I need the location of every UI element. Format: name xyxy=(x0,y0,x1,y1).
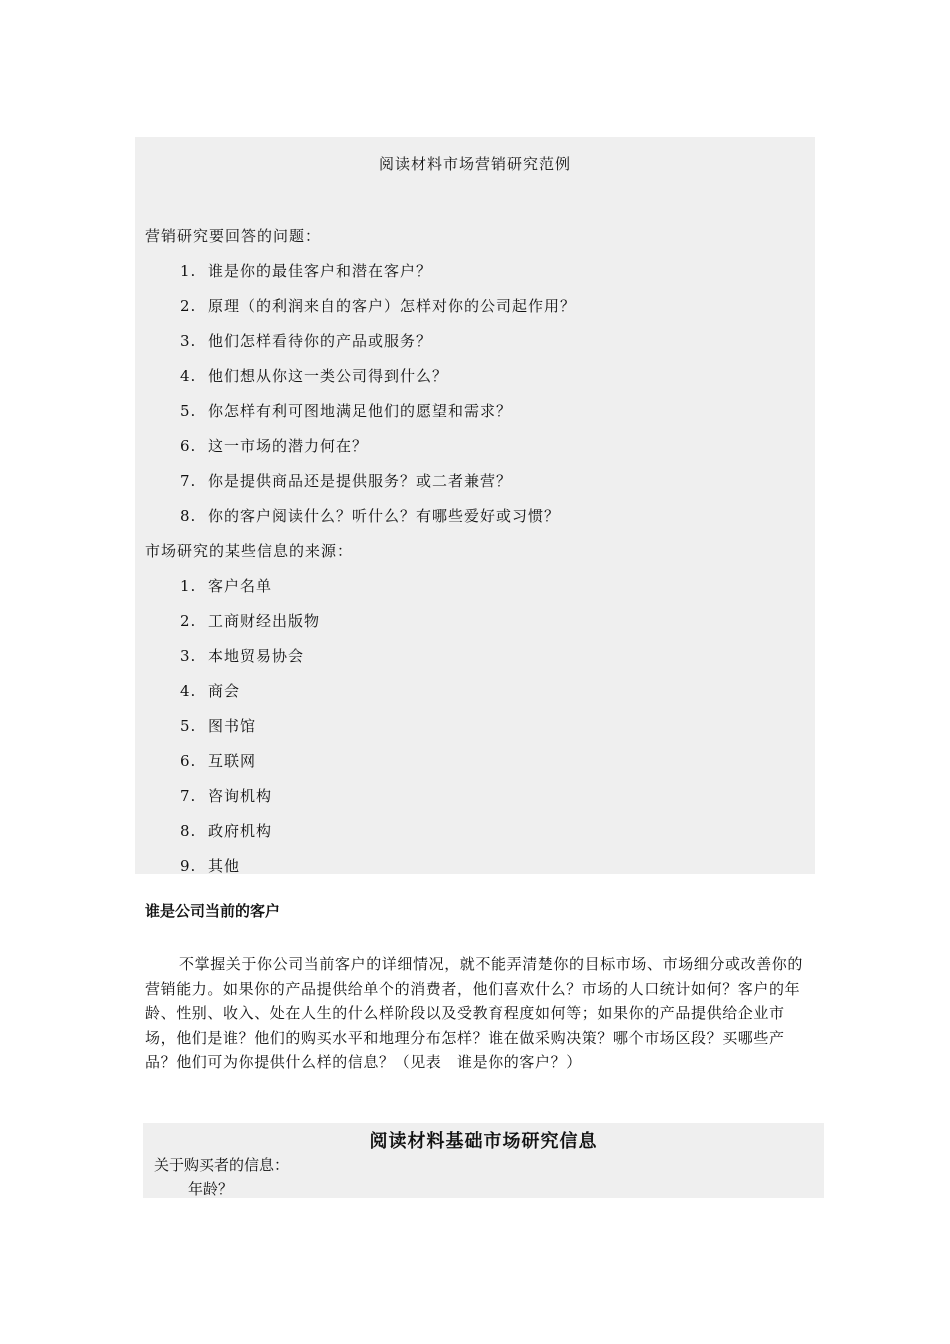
list-item: 年龄？ xyxy=(188,1180,234,1198)
list-item: 5. 图书馆 xyxy=(180,717,257,735)
sample-box xyxy=(135,137,815,874)
basic-info-title: 阅读材料基础市场研究信息 xyxy=(369,1131,598,1152)
sample-title: 阅读材料市场营销研究范例 xyxy=(378,155,571,173)
buyer-info-label: 关于购买者的信息： xyxy=(154,1156,290,1174)
list-item: 6. 互联网 xyxy=(180,752,257,770)
list-item: 3. 本地贸易协会 xyxy=(180,647,305,665)
list-item: 2. 原理（的利润来自的客户）怎样对你的公司起作用？ xyxy=(180,297,577,315)
list-item: 3. 他们怎样看待你的产品或服务？ xyxy=(180,332,433,350)
current-customers-heading: 谁是公司当前的客户 xyxy=(145,902,281,920)
list-item: 1. 客户名单 xyxy=(180,577,273,595)
basic-info-box xyxy=(143,1123,824,1198)
sources-heading: 市场研究的某些信息的来源： xyxy=(145,542,354,560)
questions-heading: 营销研究要回答的问题： xyxy=(145,227,322,245)
list-item: 2. 工商财经出版物 xyxy=(180,612,321,630)
list-item: 8. 你的客户阅读什么？听什么？有哪些爱好或习惯？ xyxy=(180,507,561,525)
list-item: 8. 政府机构 xyxy=(180,822,273,840)
list-item: 1. 谁是你的最佳客户和潜在客户？ xyxy=(180,262,433,280)
list-item: 5. 你怎样有利可图地满足他们的愿望和需求？ xyxy=(180,402,513,420)
list-item: 6. 这一市场的潜力何在？ xyxy=(180,437,369,455)
list-item: 9. 其他 xyxy=(180,857,241,875)
list-item: 7. 你是提供商品还是提供服务？或二者兼营？ xyxy=(180,472,513,490)
list-item: 4. 商会 xyxy=(180,682,241,700)
list-item: 7. 咨询机构 xyxy=(180,787,273,805)
current-customers-paragraph: 不掌握关于你公司当前客户的详细情况，就不能弄清楚你的目标市场、市场细分或改善你的营销能力。如果你的产品提供给单个的消费者，他们喜欢什么？市场的人口统计如何？客户的年龄、性别、收入、处在人生的什么样阶段以及受教育程度如何等；如果你的产品提供给企业市场，他们是谁？他们的购买水平和地理分布怎样？谁在做采购决策？哪个市场区段？买哪些产品？他们可为你提供什么样的信息？（见表 谁是你的客户？） xyxy=(145,955,804,1071)
list-item: 4. 他们想从你这一类公司得到什么？ xyxy=(180,367,449,385)
